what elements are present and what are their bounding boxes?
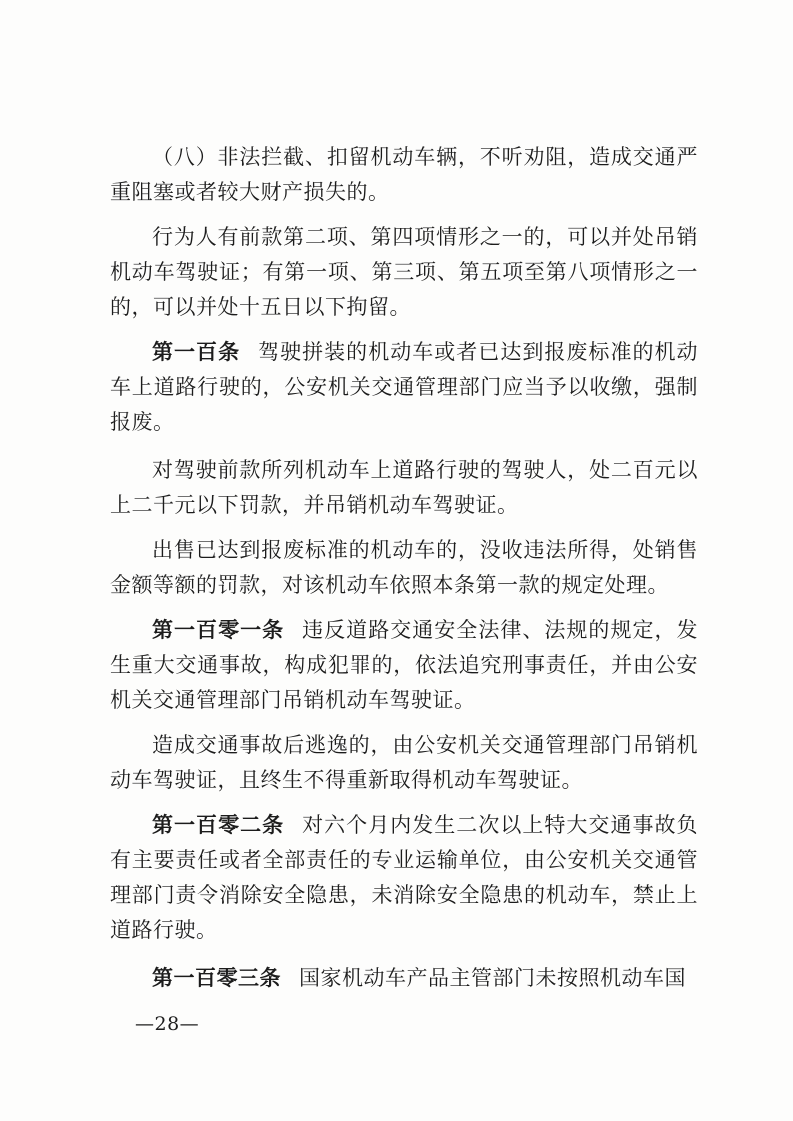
article-heading: 第一百零一条 <box>152 618 285 642</box>
article-102 <box>110 808 698 948</box>
body-text <box>110 140 698 996</box>
article-101 <box>110 613 698 718</box>
page-number: —28— <box>135 1013 200 1035</box>
paragraph-text: 出售已达到报废标准的机动车的，没收违法所得，处销售金额等额的罚款，对该机动车依照本条第一款的规定处理。 <box>110 538 698 597</box>
paragraph-text: 对驾驶前款所列机动车上道路行驶的驾驶人，处二百元以上二千元以下罚款，并吊销机动车驾驶证。 <box>110 458 698 517</box>
article-101-para-2 <box>110 728 698 798</box>
paragraph-text: 违反道路交通安全法律、法规的规定，发生重大交通事故，构成犯罪的，依法追究刑事责任，并由公安机关交通管理部门吊销机动车驾驶证。 <box>110 618 699 712</box>
paragraph-penalty-supplement <box>110 220 698 325</box>
article-103 <box>110 961 698 996</box>
article-heading: 第一百零三条 <box>152 966 281 990</box>
article-100-para-3 <box>110 533 698 603</box>
paragraph-text: 行为人有前款第二项、第四项情形之一的，可以并处吊销机动车驾驶证；有第一项、第三项、第五项至第八项情形之一的，可以并处十五日以下拘留。 <box>110 225 698 319</box>
paragraph-text: 对六个月内发生二次以上特大交通事故负有主要责任或者全部责任的专业运输单位，由公安机关交通管理部门责令消除安全隐患，未消除安全隐患的机动车，禁止上道路行驶。 <box>110 813 699 942</box>
paragraph-text: 驾驶拼装的机动车或者已达到报废标准的机动车上道路行驶的，公安机关交通管理部门应当予以收缴，强制报废。 <box>110 340 699 434</box>
article-100 <box>110 335 698 440</box>
article-heading: 第一百条 <box>152 340 241 364</box>
paragraph-item-8 <box>110 140 698 210</box>
paragraph-text: （八）非法拦截、扣留机动车辆，不听劝阻，造成交通严重阻塞或者较大财产损失的。 <box>110 145 698 204</box>
article-100-para-2 <box>110 453 698 523</box>
article-heading: 第一百零二条 <box>152 813 285 837</box>
paragraph-text: 造成交通事故后逃逸的，由公安机关交通管理部门吊销机动车驾驶证，且终生不得重新取得机动车驾驶证。 <box>110 733 698 792</box>
paragraph-text: 国家机动车产品主管部门未按照机动车国 <box>299 966 686 990</box>
